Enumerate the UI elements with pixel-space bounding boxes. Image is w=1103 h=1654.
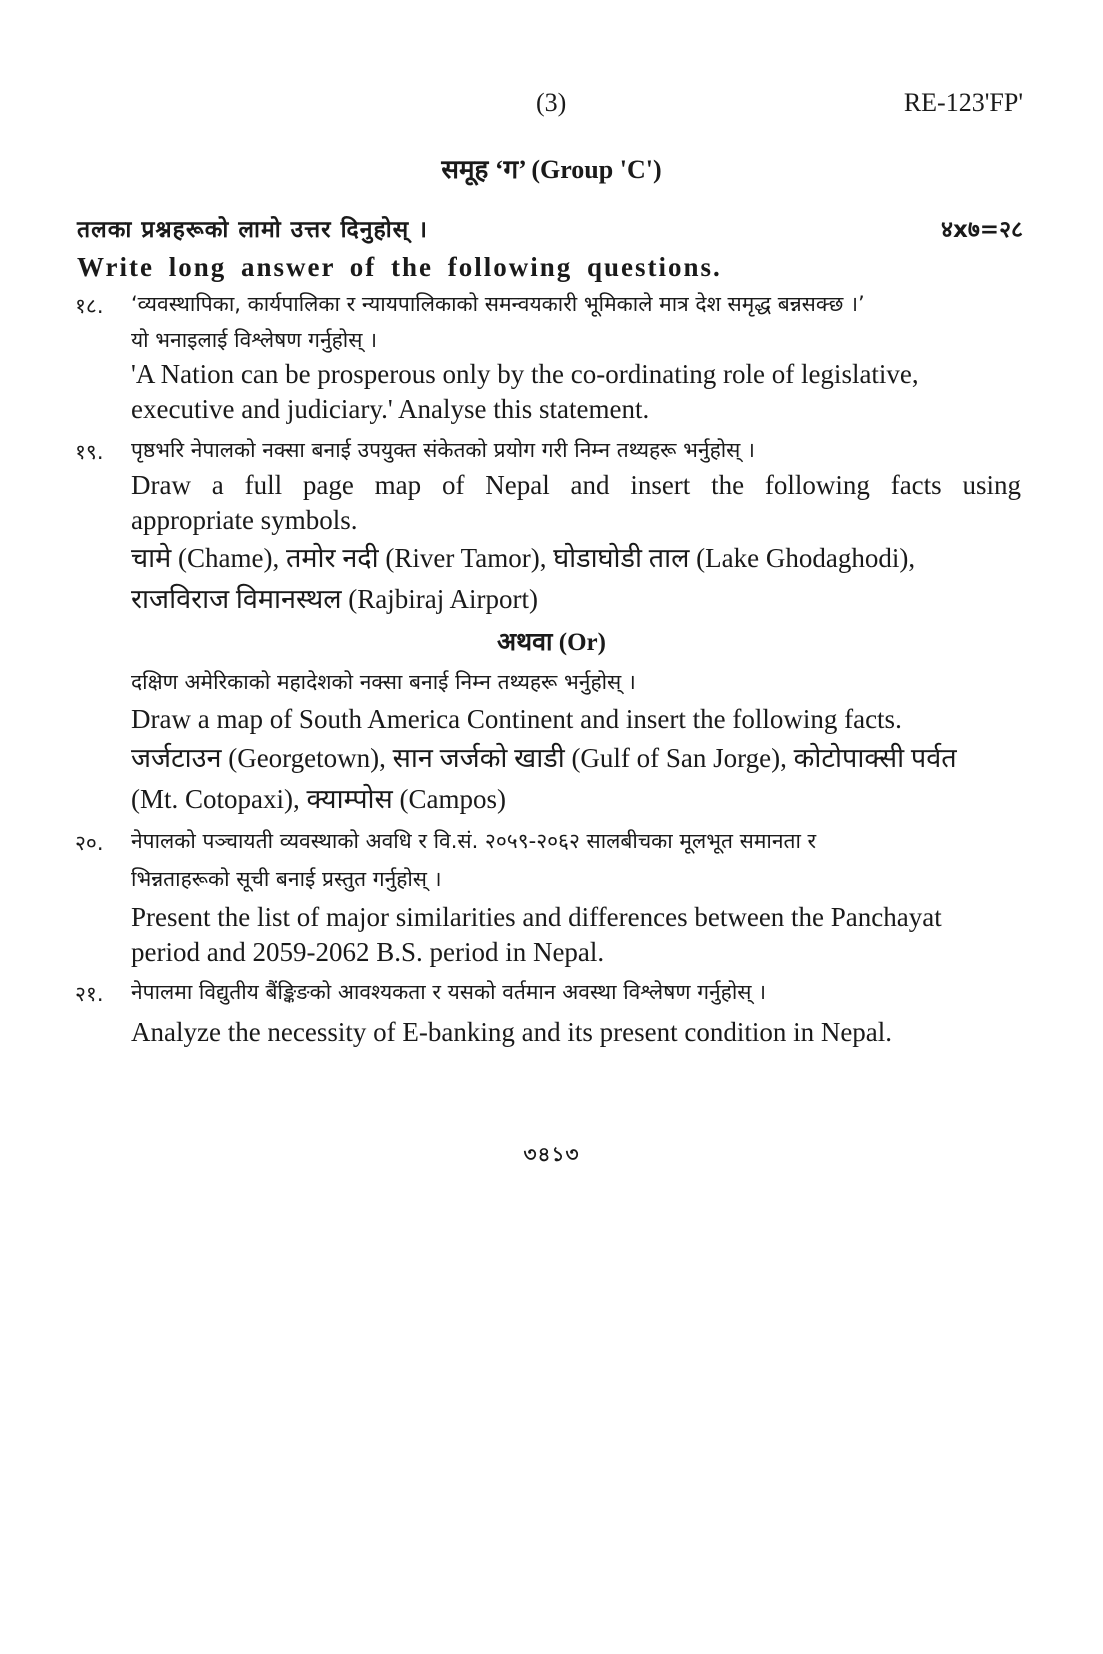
question-line-nepali: दक्षिण अमेरिकाको महादेशको नक्सा बनाई निम्न तथ्यहरू भर्नुहोस् ।	[131, 670, 636, 694]
question-line-english: Draw a map of South America Continent and insert the following facts.	[131, 704, 902, 734]
question-line-nepali: यो भनाइलाई विश्लेषण गर्नुहोस् ।	[131, 328, 378, 352]
question-line-nepali: नेपालमा विद्युतीय बैंङ्किङको आवश्यकता र यसको वर्तमान अवस्था विश्लेषण गर्नुहोस् ।	[131, 980, 767, 1004]
or-separator: अथवा (Or)	[497, 629, 606, 656]
question-line-nepali: पृष्ठभरि नेपालको नक्सा बनाई उपयुक्त संकेतको प्रयोग गरी निम्न तथ्यहरू भर्नुहोस् ।	[131, 438, 756, 462]
question-line-mixed: राजविराज विमानस्थल (Rajbiraj Airport)	[131, 584, 538, 614]
question-line-nepali: भिन्नताहरूको सूची बनाई प्रस्तुत गर्नुहोस् ।	[131, 867, 442, 891]
question-line-english: 'A Nation can be prosperous only by the co-ordinating role of legislative,	[131, 359, 919, 389]
page-header	[0, 88, 1103, 124]
question-line-mixed: (Mt. Cotopaxi), क्याम्पोस (Campos)	[131, 784, 507, 814]
paper-code: RE-123'FP'	[903, 88, 1023, 117]
question-line-mixed: चामे (Chame), तमोर नदी (River Tamor), घोडाघोडी ताल (Lake Ghodaghodi),	[131, 543, 916, 573]
question-number: २०.	[75, 831, 104, 855]
question-line-english: Draw a full page map of Nepal and insert the following facts using	[131, 470, 1021, 500]
question-line-english: Present the list of major similarities and differences between the Panchayat	[131, 902, 942, 932]
question-line-nepali: नेपालको पञ्चायती व्यवस्थाको अवधि र वि.सं. २०५९-२०६२ सालबीचका मूलभूत समानता र	[131, 829, 817, 853]
question-line-mixed: जर्जटाउन (Georgetown), सान जर्जको खाडी (Gulf of San Jorge), कोटोपाक्सी पर्वत	[131, 743, 957, 773]
instruction-english: Write long answer of the following questions.	[77, 252, 722, 282]
question-number: २१.	[75, 982, 104, 1006]
group-title: समूह ‘ग’ (Group 'C')	[441, 155, 662, 184]
question-number: १८.	[75, 294, 104, 318]
marks-allocation: ४x७=२८	[941, 217, 1023, 243]
question-line-english: Analyze the necessity of E-banking and its present condition in Nepal.	[131, 1017, 893, 1047]
question-number: १९.	[75, 440, 104, 464]
question-line-english: period and 2059-2062 B.S. period in Nepal.	[131, 937, 605, 967]
end-of-paper-mark: ৩৪১৩	[523, 1144, 580, 1166]
question-line-english: appropriate symbols.	[131, 505, 358, 535]
instruction-nepali: तलका प्रश्नहरूको लामो उत्तर दिनुहोस् ।	[77, 217, 428, 243]
page-number: (3)	[536, 88, 567, 117]
question-line-nepali: ‘व्यवस्थापिका, कार्यपालिका र न्यायपालिकाको समन्वयकारी भूमिकाले मात्र देश समृद्ध बन्नसक्छ ।’	[131, 292, 865, 316]
question-line-english: executive and judiciary.' Analyse this statement.	[131, 394, 650, 424]
